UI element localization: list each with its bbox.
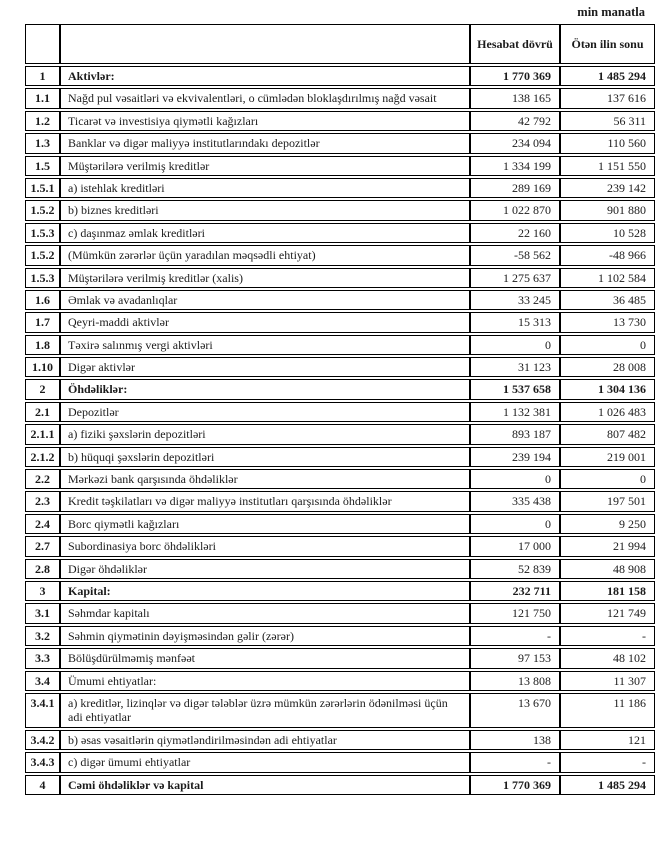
table-row <box>25 775 655 795</box>
row-label: Banklar və digər maliyyə institutlarındakı depozitlər <box>60 133 470 153</box>
table-row <box>25 626 655 646</box>
table-row <box>25 730 655 750</box>
row-label: Təxirə salınmış vergi aktivləri <box>60 335 470 355</box>
row-number: 1.5.1 <box>25 178 60 198</box>
column-header-previous: Ötən ilin sonu <box>560 24 655 64</box>
table-row <box>25 491 655 511</box>
value-current: 1 770 369 <box>470 66 560 86</box>
table-row <box>25 133 655 153</box>
row-label: Səhmin qiymətinin dəyişməsindən gəlir (zərər) <box>60 626 470 646</box>
value-current: - <box>470 752 560 772</box>
value-current: 15 313 <box>470 312 560 332</box>
table-header <box>25 24 655 64</box>
row-number: 1.5.2 <box>25 245 60 265</box>
table-row <box>25 752 655 772</box>
row-label: b) əsas vəsaitlərin qiymətləndirilməsindən adi ehtiyatlar <box>60 730 470 750</box>
value-previous: 181 158 <box>560 581 655 601</box>
corner-cell-label <box>60 24 470 64</box>
table-row <box>25 156 655 176</box>
value-previous: 121 <box>560 730 655 750</box>
table-row <box>25 66 655 86</box>
row-number: 3.4 <box>25 671 60 691</box>
value-previous: 9 250 <box>560 514 655 534</box>
row-number: 2.1.1 <box>25 424 60 444</box>
value-current: 1 770 369 <box>470 775 560 795</box>
row-number: 1.6 <box>25 290 60 310</box>
value-previous: -48 966 <box>560 245 655 265</box>
table-row <box>25 693 655 728</box>
table-row <box>25 536 655 556</box>
value-previous: 21 994 <box>560 536 655 556</box>
value-current: 33 245 <box>470 290 560 310</box>
value-current: 17 000 <box>470 536 560 556</box>
value-current: 42 792 <box>470 111 560 131</box>
row-number: 2.2 <box>25 469 60 489</box>
table-row <box>25 402 655 422</box>
table-row <box>25 648 655 668</box>
row-label: Öhdəliklər: <box>60 379 470 399</box>
value-current: 0 <box>470 335 560 355</box>
value-current: -58 562 <box>470 245 560 265</box>
table-row <box>25 447 655 467</box>
value-current: 22 160 <box>470 223 560 243</box>
row-label: Kapital: <box>60 581 470 601</box>
value-previous: - <box>560 752 655 772</box>
row-number: 1.5 <box>25 156 60 176</box>
value-current: 239 194 <box>470 447 560 467</box>
row-label: Müştərilərə verilmiş kreditlər (xalis) <box>60 268 470 288</box>
table-row <box>25 357 655 377</box>
row-label: Digər öhdəliklər <box>60 559 470 579</box>
value-current: 138 165 <box>470 88 560 108</box>
row-label: Depozitlər <box>60 402 470 422</box>
value-current: 52 839 <box>470 559 560 579</box>
value-previous: 48 908 <box>560 559 655 579</box>
value-current: 1 132 381 <box>470 402 560 422</box>
row-label: a) fiziki şəxslərin depozitləri <box>60 424 470 444</box>
balance-sheet-table <box>25 22 655 797</box>
table-row <box>25 200 655 220</box>
value-current: 13 808 <box>470 671 560 691</box>
row-label: Mərkəzi bank qarşısında öhdəliklər <box>60 469 470 489</box>
row-number: 3.1 <box>25 603 60 623</box>
row-label: Cəmi öhdəliklər və kapital <box>60 775 470 795</box>
value-previous: 239 142 <box>560 178 655 198</box>
value-current: - <box>470 626 560 646</box>
value-current: 97 153 <box>470 648 560 668</box>
value-current: 893 187 <box>470 424 560 444</box>
row-number: 1.3 <box>25 133 60 153</box>
header-row <box>25 24 655 64</box>
row-number: 3 <box>25 581 60 601</box>
row-number: 1.5.3 <box>25 268 60 288</box>
row-number: 3.4.2 <box>25 730 60 750</box>
row-number: 1.7 <box>25 312 60 332</box>
table-row <box>25 581 655 601</box>
row-label: Digər aktivlər <box>60 357 470 377</box>
value-current: 234 094 <box>470 133 560 153</box>
value-previous: 11 186 <box>560 693 655 728</box>
row-number: 2.1 <box>25 402 60 422</box>
row-label: Kredit təşkilatları və digər maliyyə institutları qarşısında öhdəliklər <box>60 491 470 511</box>
table-row <box>25 559 655 579</box>
value-previous: 56 311 <box>560 111 655 131</box>
row-number: 2 <box>25 379 60 399</box>
row-number: 3.4.1 <box>25 693 60 728</box>
row-label: c) digər ümumi ehtiyatlar <box>60 752 470 772</box>
table-row <box>25 245 655 265</box>
column-header-current: Hesabat dövrü <box>470 24 560 64</box>
value-previous: 1 485 294 <box>560 775 655 795</box>
row-label: Nağd pul vəsaitləri və ekvivalentləri, o cümlədən bloklaşdırılmış nağd vəsait <box>60 88 470 108</box>
value-current: 335 438 <box>470 491 560 511</box>
value-previous: 219 001 <box>560 447 655 467</box>
table-row <box>25 268 655 288</box>
value-current: 13 670 <box>470 693 560 728</box>
row-number: 1.10 <box>25 357 60 377</box>
table-body <box>25 66 655 795</box>
value-previous: 807 482 <box>560 424 655 444</box>
table-row <box>25 88 655 108</box>
row-label: Səhmdar kapitalı <box>60 603 470 623</box>
row-label: Subordinasiya borc öhdəlikləri <box>60 536 470 556</box>
row-number: 3.4.3 <box>25 752 60 772</box>
value-previous: 1 485 294 <box>560 66 655 86</box>
row-number: 1.5.3 <box>25 223 60 243</box>
table-row <box>25 223 655 243</box>
value-previous: 121 749 <box>560 603 655 623</box>
table-row <box>25 424 655 444</box>
table-row <box>25 469 655 489</box>
row-label: (Mümkün zərərlər üçün yaradılan məqsədli ehtiyat) <box>60 245 470 265</box>
table-row <box>25 671 655 691</box>
corner-cell-number <box>25 24 60 64</box>
row-label: Aktivlər: <box>60 66 470 86</box>
value-previous: 0 <box>560 335 655 355</box>
table-row <box>25 312 655 332</box>
row-number: 1.1 <box>25 88 60 108</box>
row-label: b) hüquqi şəxslərin depozitləri <box>60 447 470 467</box>
row-number: 2.3 <box>25 491 60 511</box>
row-number: 2.1.2 <box>25 447 60 467</box>
row-number: 1.2 <box>25 111 60 131</box>
row-number: 3.3 <box>25 648 60 668</box>
value-current: 289 169 <box>470 178 560 198</box>
value-current: 1 022 870 <box>470 200 560 220</box>
value-previous: 0 <box>560 469 655 489</box>
row-number: 1.8 <box>25 335 60 355</box>
value-previous: 13 730 <box>560 312 655 332</box>
value-current: 1 334 199 <box>470 156 560 176</box>
value-current: 31 123 <box>470 357 560 377</box>
value-previous: 11 307 <box>560 671 655 691</box>
table-row <box>25 335 655 355</box>
value-previous: 197 501 <box>560 491 655 511</box>
table-row <box>25 178 655 198</box>
value-current: 1 537 658 <box>470 379 560 399</box>
table-row <box>25 603 655 623</box>
value-previous: 1 102 584 <box>560 268 655 288</box>
row-number: 1.5.2 <box>25 200 60 220</box>
row-label: Bölüşdürülməmiş mənfəət <box>60 648 470 668</box>
row-label: Əmlak və avadanlıqlar <box>60 290 470 310</box>
value-current: 0 <box>470 514 560 534</box>
row-number: 2.7 <box>25 536 60 556</box>
row-number: 1 <box>25 66 60 86</box>
value-previous: 28 008 <box>560 357 655 377</box>
table-row <box>25 290 655 310</box>
value-previous: 1 304 136 <box>560 379 655 399</box>
row-number: 4 <box>25 775 60 795</box>
row-label: Müştərilərə verilmiş kreditlər <box>60 156 470 176</box>
unit-label: min manatla <box>577 5 645 19</box>
row-label: a) kreditlər, lizinqlər və digər tələblər üzrə mümkün zərərlərin ödənilməsi üçün adi ehtiyatlar <box>60 693 470 728</box>
row-number: 2.4 <box>25 514 60 534</box>
table-row <box>25 111 655 131</box>
value-previous: 901 880 <box>560 200 655 220</box>
value-current: 0 <box>470 469 560 489</box>
row-label: Qeyri-maddi aktivlər <box>60 312 470 332</box>
value-current: 138 <box>470 730 560 750</box>
value-current: 1 275 637 <box>470 268 560 288</box>
table-row <box>25 514 655 534</box>
value-previous: 137 616 <box>560 88 655 108</box>
value-previous: 36 485 <box>560 290 655 310</box>
row-label: Borc qiymətli kağızları <box>60 514 470 534</box>
value-current: 121 750 <box>470 603 560 623</box>
row-label: Ümumi ehtiyatlar: <box>60 671 470 691</box>
table-row <box>25 379 655 399</box>
row-label: c) daşınmaz əmlak kreditləri <box>60 223 470 243</box>
row-label: a) istehlak kreditləri <box>60 178 470 198</box>
row-label: b) biznes kreditləri <box>60 200 470 220</box>
value-previous: 48 102 <box>560 648 655 668</box>
row-label: Ticarət və investisiya qiymətli kağızları <box>60 111 470 131</box>
row-number: 2.8 <box>25 559 60 579</box>
row-number: 3.2 <box>25 626 60 646</box>
value-current: 232 711 <box>470 581 560 601</box>
value-previous: 110 560 <box>560 133 655 153</box>
value-previous: - <box>560 626 655 646</box>
value-previous: 10 528 <box>560 223 655 243</box>
value-previous: 1 151 550 <box>560 156 655 176</box>
value-previous: 1 026 483 <box>560 402 655 422</box>
